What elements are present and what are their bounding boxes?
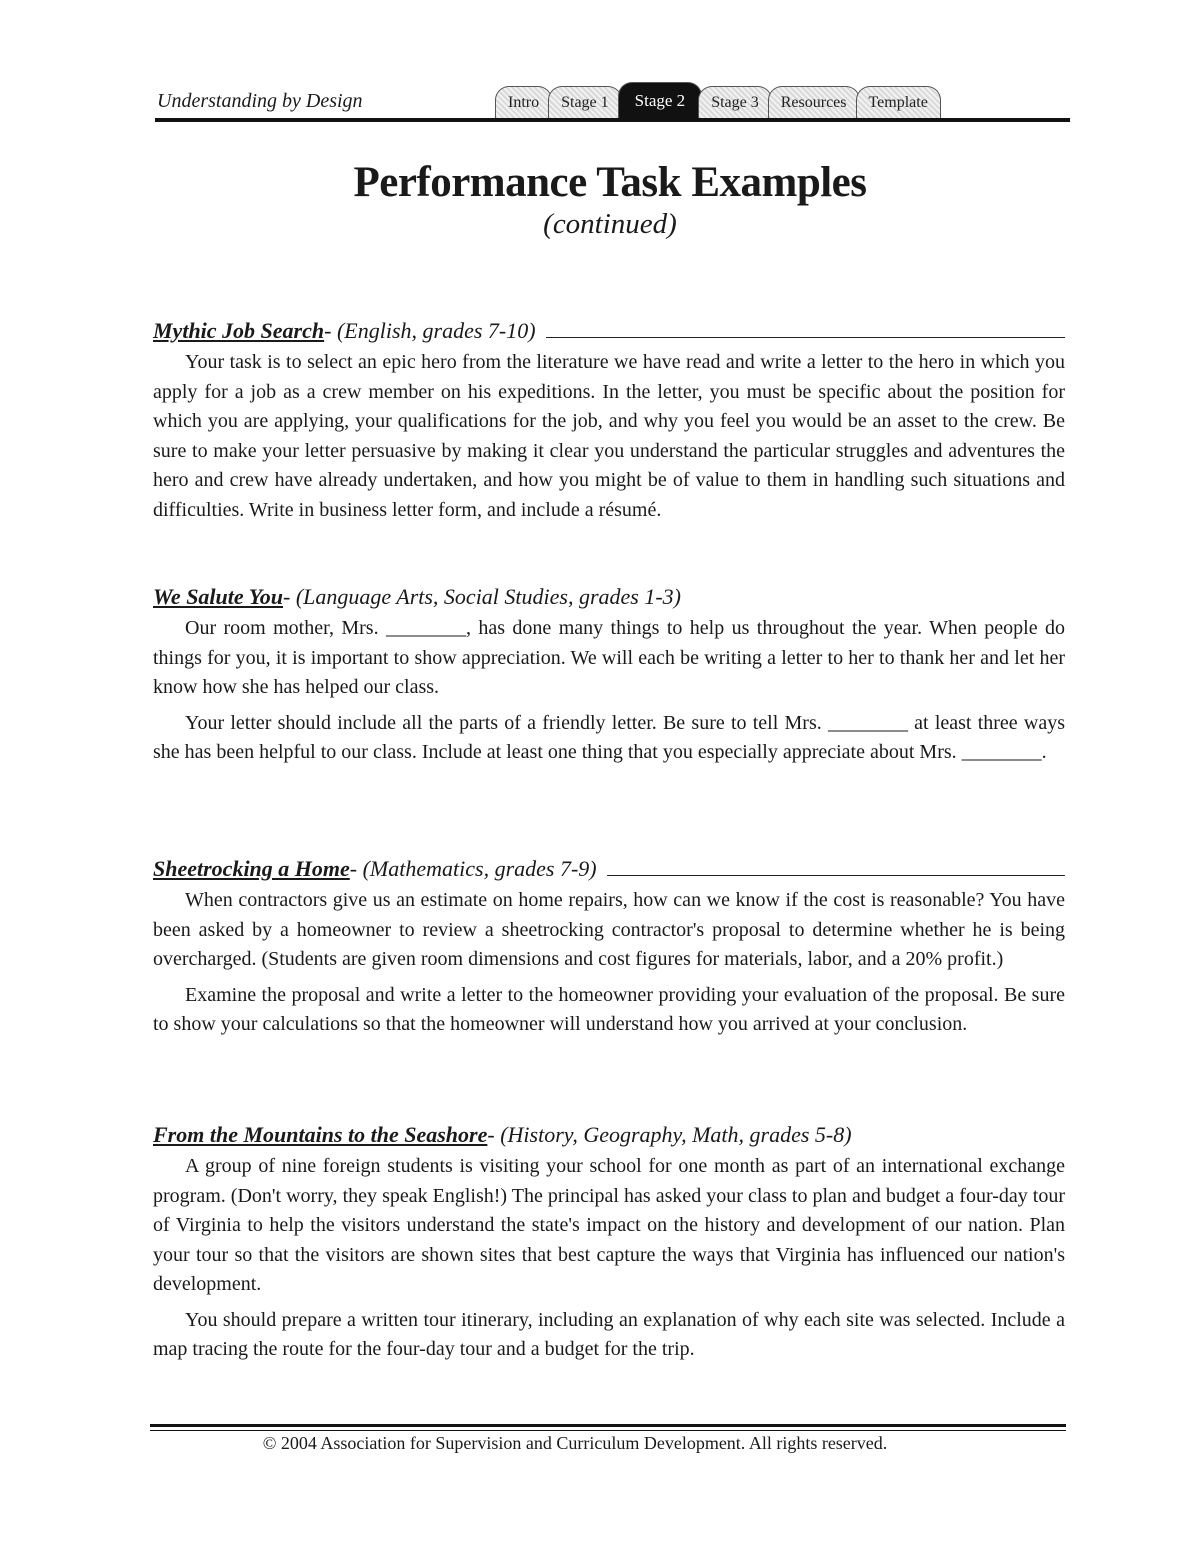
page-title: Performance Task Examples	[353, 159, 867, 206]
heading-rule	[546, 336, 1065, 338]
task-heading	[153, 856, 1065, 882]
task-section-mythic-job-search	[153, 318, 1065, 531]
tab-stage-3[interactable]: Stage 3	[698, 86, 772, 118]
heading-rule	[607, 874, 1065, 876]
tab-stage-1[interactable]: Stage 1	[548, 86, 622, 118]
task-meta: - (English, grades 7-10)	[324, 318, 536, 343]
header-title: Understanding by Design	[157, 90, 363, 112]
task-section-we-salute-you	[153, 584, 1065, 774]
task-paragraph: Your task is to select an epic hero from the literature we have read and write a letter to the hero in which you apply for a job as a crew member on his expeditions. In the letter, you must be specific about the position for which you are applying, your qualifications for the job, and why you feel you would be an asset to the crew. Be sure to make your letter persuasive by making it clear you understand the particular struggles and adventures the hero and crew have already undertaken, and how you might be of value to them in handling such situations and difficulties. Write in business letter form, and include a résumé.	[153, 351, 1065, 521]
task-paragraph: When contractors give us an estimate on home repairs, how can we know if the cost is reasonable? You have been asked by a homeowner to review a sheetrocking contractor's proposal to determine whether he is being overcharged. (Students are given room dimensions and cost figures for materials, labor, and a 20% profit.)	[153, 889, 1065, 970]
header-divider	[155, 118, 1070, 122]
header-bar	[155, 80, 1070, 126]
tab-template[interactable]: Template	[856, 86, 941, 118]
footer-divider-thin	[150, 1430, 1066, 1431]
task-name: Mythic Job Search	[153, 318, 325, 343]
tab-resources[interactable]: Resources	[768, 86, 860, 118]
task-paragraph: You should prepare a written tour itinerary, including an explanation of why each site was selected. Include a map tracing the route for the four-day tour and a budget for the trip.	[153, 1308, 1065, 1360]
task-paragraph: A group of nine foreign students is visiting your school for one month as part of an international exchange program. (Don't worry, they speak English!) The principal has asked your class to plan and budget a four-day tour of Virginia to help the visitors understand the state's impact on the history and development of our nation. Plan your tour so that the visitors are shown sites that best capture the ways that Virginia has influenced our nation's development.	[153, 1155, 1065, 1295]
task-heading	[153, 1122, 1065, 1148]
task-name: We Salute You	[153, 584, 283, 609]
tab-bar	[495, 82, 937, 118]
page-subtitle: (continued)	[543, 208, 677, 240]
task-section-mountains-to-seashore	[153, 1122, 1065, 1371]
tab-intro[interactable]: Intro	[495, 86, 552, 118]
footer-divider	[150, 1424, 1066, 1427]
task-meta: - (Mathematics, grades 7-9)	[349, 856, 597, 881]
task-name: From the Mountains to the Seashore	[153, 1122, 488, 1147]
task-meta: - (Language Arts, Social Studies, grades 1-3)	[283, 584, 682, 609]
task-paragraph: Your letter should include all the parts of a friendly letter. Be sure to tell Mrs. ________ at least three ways she has been helpful to our class. Include at least one thing that you especially appreciate about Mrs. ________.	[153, 711, 1065, 763]
task-section-sheetrocking-a-home	[153, 856, 1065, 1046]
task-heading	[153, 584, 1065, 610]
task-meta: - (History, Geography, Math, grades 5-8)	[487, 1122, 852, 1147]
task-heading	[153, 318, 1065, 344]
task-paragraph: Examine the proposal and write a letter to the homeowner providing your evaluation of the proposal. Be sure to show your calculations so that the homeowner will understand how you arrived at your conclusion.	[153, 983, 1065, 1035]
task-name: Sheetrocking a Home	[153, 856, 350, 881]
tab-stage-2[interactable]: Stage 2	[618, 82, 703, 118]
copyright-footer: © 2004 Association for Supervision and Curriculum Development. All rights reserved.	[262, 1433, 888, 1453]
task-paragraph: Our room mother, Mrs. ________, has done many things to help us throughout the year. When people do things for you, it is important to show appreciation. We will each be writing a letter to her to thank her and let her know how she has helped our class.	[153, 617, 1065, 698]
